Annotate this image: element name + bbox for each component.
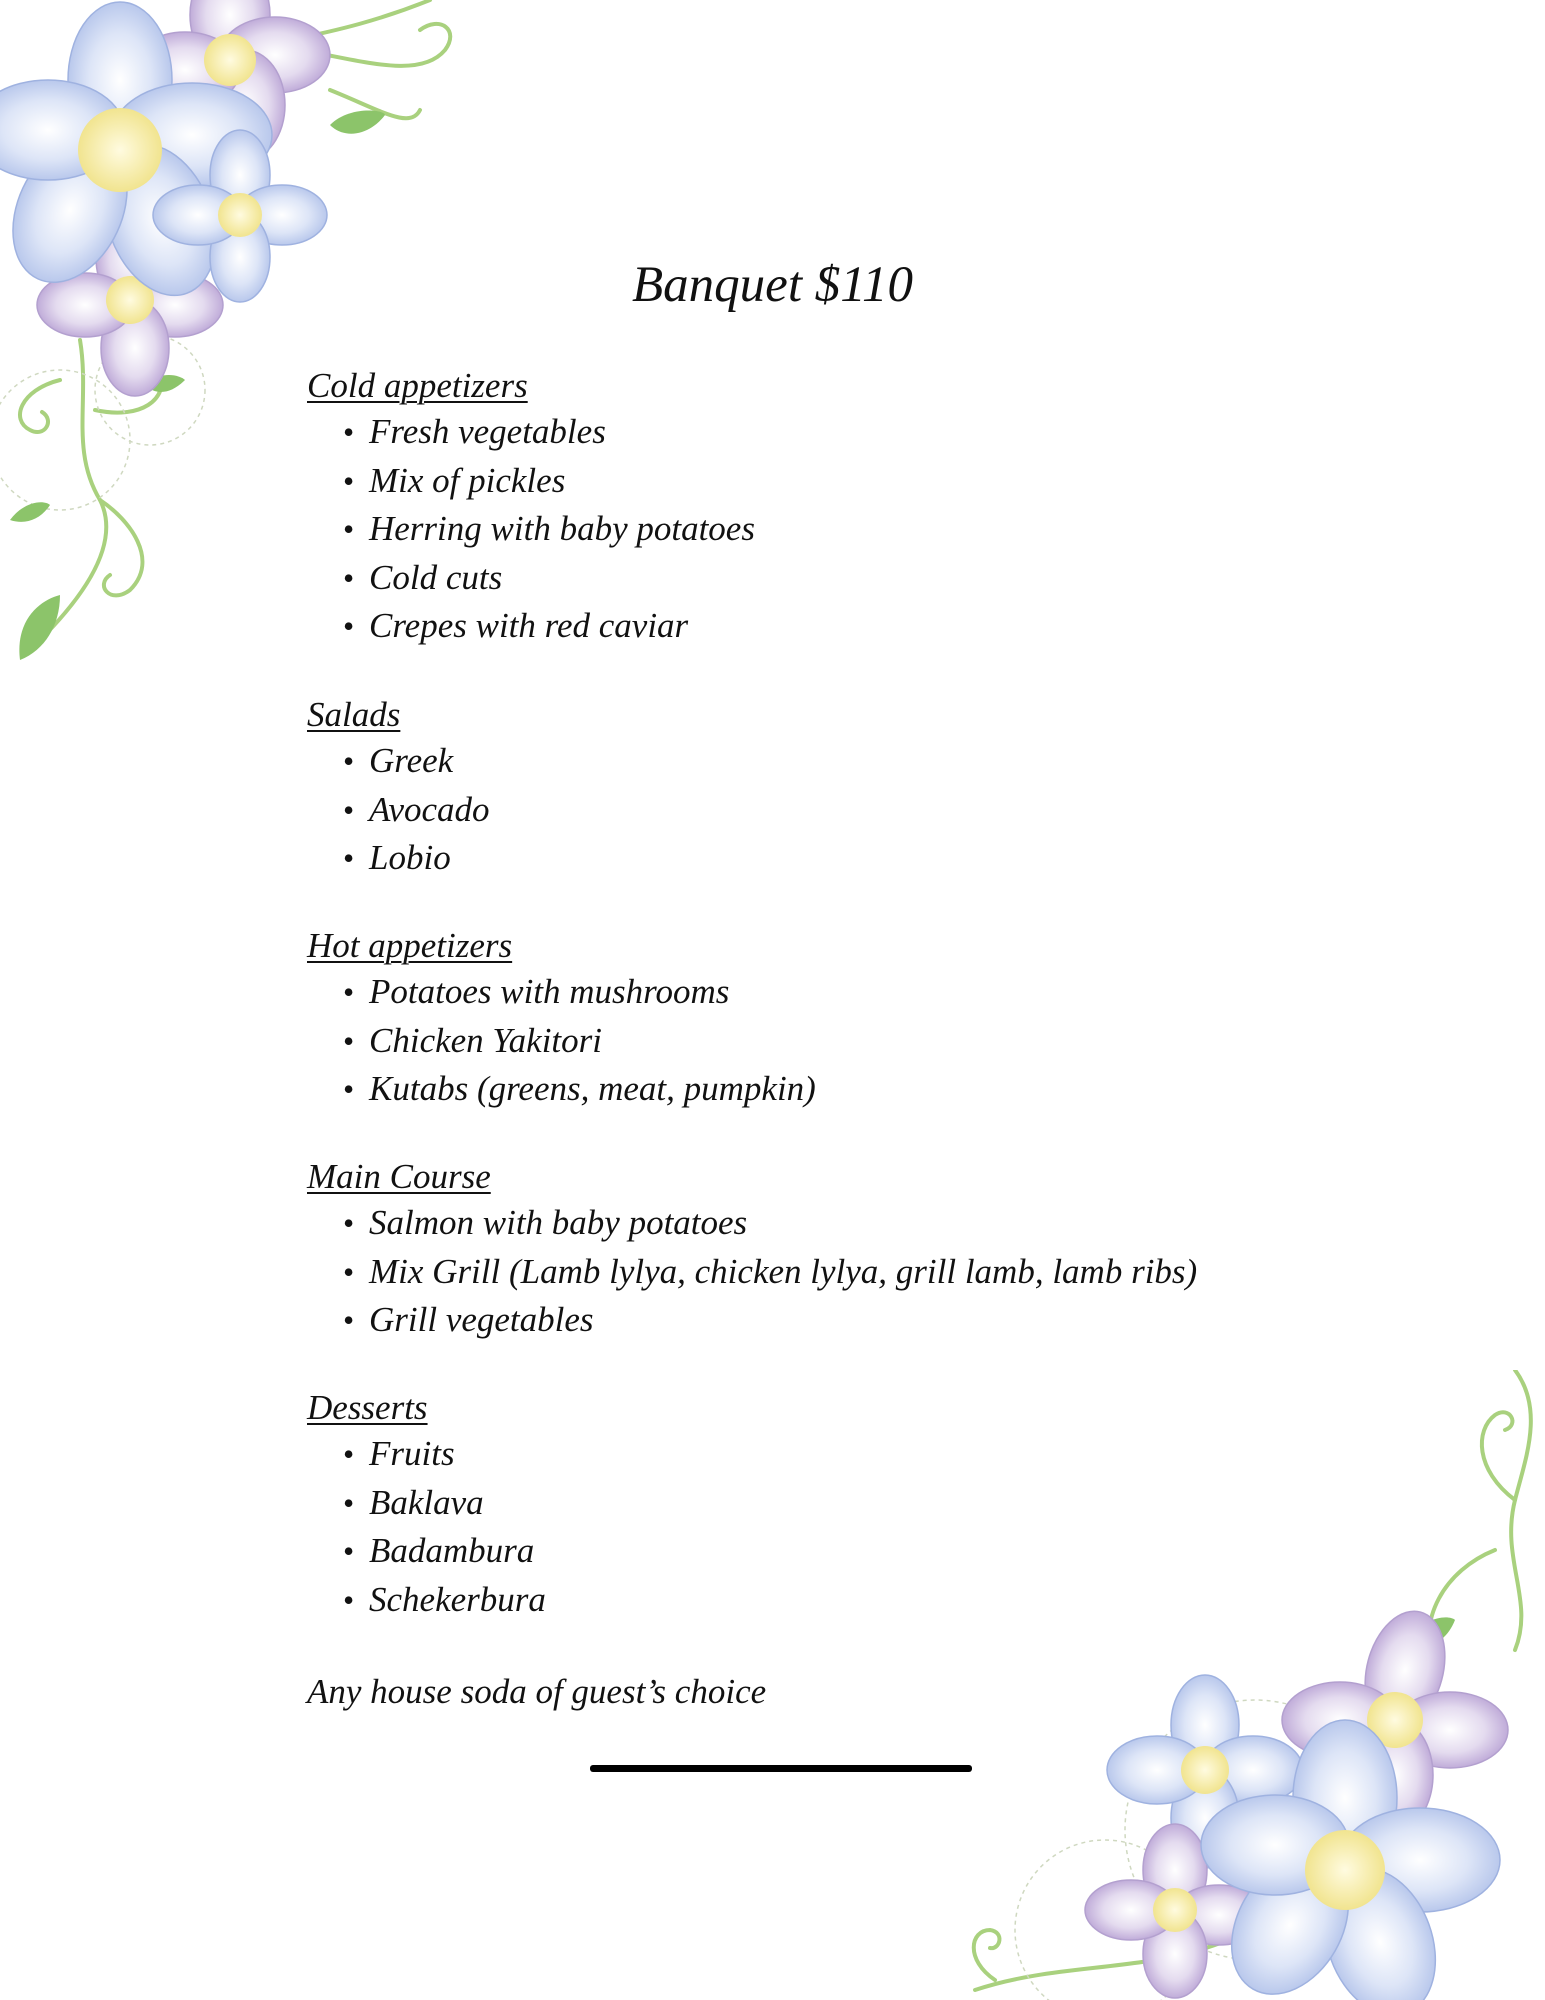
item-label: Crepes with red caviar bbox=[369, 606, 689, 646]
item-label: Chicken Yakitori bbox=[369, 1020, 603, 1060]
item-label: Salmon with baby potatoes bbox=[369, 1203, 748, 1242]
item-label: Greek bbox=[369, 741, 454, 780]
list-item bbox=[343, 408, 755, 457]
bullet-icon: • bbox=[343, 791, 355, 828]
item-list bbox=[307, 1430, 546, 1624]
section-heading: Salads bbox=[307, 695, 401, 734]
bullet-icon: • bbox=[343, 840, 355, 877]
item-label: Herring with baby potatoes bbox=[369, 509, 755, 549]
bullet-icon: • bbox=[343, 1022, 355, 1059]
section-cold-appetizers bbox=[307, 366, 755, 651]
item-list bbox=[307, 737, 490, 883]
list-item bbox=[343, 1527, 546, 1576]
bullet-icon: • bbox=[343, 1484, 355, 1521]
bullet-icon: • bbox=[343, 414, 355, 450]
item-label: Potatoes with mushrooms bbox=[369, 972, 730, 1011]
list-item bbox=[343, 1248, 1197, 1297]
list-item bbox=[343, 1199, 1197, 1248]
list-item bbox=[343, 737, 490, 786]
bullet-icon: • bbox=[343, 462, 355, 499]
menu-title: Banquet $110 bbox=[632, 257, 913, 313]
item-label: Fruits bbox=[369, 1434, 455, 1473]
list-item bbox=[343, 1017, 816, 1066]
section-heading: Hot appetizers bbox=[307, 926, 513, 965]
item-label: Baklava bbox=[369, 1482, 484, 1522]
bullet-icon: • bbox=[343, 1253, 355, 1290]
item-list bbox=[307, 968, 816, 1114]
item-label: Kutabs (greens, meat, pumpkin) bbox=[369, 1069, 816, 1109]
item-list bbox=[307, 408, 755, 651]
list-item bbox=[343, 834, 490, 883]
section-salads bbox=[307, 695, 490, 883]
list-item bbox=[343, 1296, 1197, 1345]
bullet-icon: • bbox=[343, 608, 355, 645]
bullet-icon: • bbox=[343, 1533, 355, 1570]
section-heading: Main Course bbox=[307, 1157, 491, 1196]
list-item bbox=[343, 505, 755, 554]
list-item bbox=[343, 1479, 546, 1528]
section-hot-appetizers bbox=[307, 926, 816, 1114]
bullet-icon: • bbox=[343, 1205, 355, 1241]
section-main-course bbox=[307, 1157, 1197, 1345]
item-label: Fresh vegetables bbox=[369, 412, 606, 451]
bullet-icon: • bbox=[343, 511, 355, 548]
bullet-icon: • bbox=[343, 1302, 355, 1339]
item-label: Badambura bbox=[369, 1531, 535, 1571]
list-item bbox=[343, 1065, 816, 1114]
bullet-icon: • bbox=[343, 1581, 355, 1618]
item-label: Mix Grill (Lamb lylya, chicken lylya, grill lamb, lamb ribs) bbox=[369, 1251, 1198, 1291]
list-item bbox=[343, 1430, 546, 1479]
list-item bbox=[343, 457, 755, 506]
section-heading: Desserts bbox=[307, 1388, 428, 1427]
divider-line bbox=[590, 1765, 972, 1772]
bullet-icon: • bbox=[343, 559, 355, 596]
bullet-icon: • bbox=[343, 974, 355, 1010]
list-item bbox=[343, 786, 490, 835]
item-label: Schekerbura bbox=[369, 1579, 546, 1619]
list-item bbox=[343, 602, 755, 651]
item-label: Mix of pickles bbox=[369, 460, 566, 500]
list-item bbox=[343, 554, 755, 603]
list-item bbox=[343, 968, 816, 1017]
bullet-icon: • bbox=[343, 1071, 355, 1108]
bullet-icon: • bbox=[343, 1436, 355, 1472]
section-desserts bbox=[307, 1388, 546, 1624]
item-list bbox=[307, 1199, 1197, 1345]
floral-decoration-bottom-right bbox=[955, 1370, 1545, 2000]
item-label: Grill vegetables bbox=[369, 1300, 594, 1340]
item-label: Lobio bbox=[369, 838, 451, 878]
list-item bbox=[343, 1576, 546, 1625]
bullet-icon: • bbox=[343, 743, 355, 779]
item-label: Cold cuts bbox=[369, 557, 503, 597]
section-heading: Cold appetizers bbox=[307, 366, 528, 405]
drink-note: Any house soda of guest’s choice bbox=[307, 1672, 767, 1711]
item-label: Avocado bbox=[369, 789, 490, 829]
